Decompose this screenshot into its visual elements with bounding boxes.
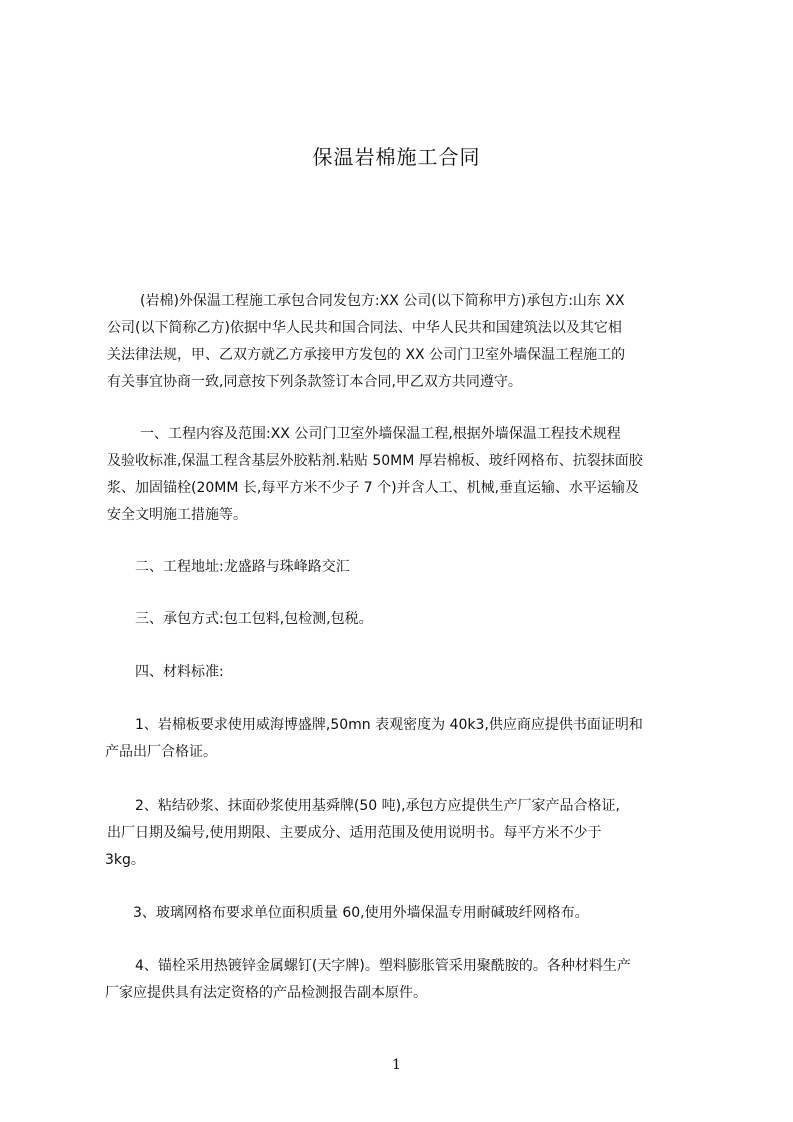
scope-line-2: 及验收标准,保温工程含基层外胶粘剂.粘贴 50MM 厚岩棉板、玻纤网格布、抗裂抹面胶 bbox=[107, 453, 643, 469]
scope-line-4: 安全文明施工措施等。 bbox=[107, 507, 247, 523]
scope-line-1: 一、工程内容及范围:XX 公司门卫室外墙保温工程,根据外墙保温工程技术规程 bbox=[140, 426, 621, 442]
intro-line-4: 有关事宜协商一致,同意按下列条款签订本合同,甲乙双方共同遵守。 bbox=[107, 374, 522, 390]
item1-line-2: 产品出厂合格证。 bbox=[105, 744, 217, 760]
section-material-standards: 四、材料标准: bbox=[135, 664, 224, 680]
intro-line-2: 公司(以下简称乙方)依据中华人民共和国合同法、中华人民共和国建筑法以及其它相 bbox=[107, 320, 622, 336]
item4-line-2: 厂家应提供具有法定资格的产品检测报告副本原件。 bbox=[105, 985, 427, 1001]
section-address: 二、工程地址:龙盛路与珠峰路交汇 bbox=[135, 559, 350, 575]
section-contract-mode: 三、承包方式:包工包料,包检测,包税。 bbox=[135, 611, 373, 627]
page-number: 1 bbox=[392, 1057, 401, 1073]
item4-line-1: 4、锚栓采用热镀锌金属螺钉(天字牌)。塑料膨胀管采用聚酰胺的。各种材料生产 bbox=[135, 958, 631, 974]
item2-line-3: 3kg。 bbox=[105, 852, 145, 868]
material-item-3: 3、玻璃网格布要求单位面积质量 60,使用外墙保温专用耐碱玻纤网格布。 bbox=[133, 905, 589, 921]
intro-line-1: (岩棉)外保温工程施工承包合同发包方:XX 公司(以下简称甲方)承包方:山东 XX bbox=[140, 293, 625, 309]
item2-line-2: 出厂日期及编号,使用期限、主要成分、适用范围及使用说明书。每平方米不少于 bbox=[107, 825, 602, 841]
item1-line-1: 1、岩棉板要求使用威海博盛牌,50mn 表观密度为 40k3,供应商应提供书面证明和 bbox=[135, 717, 643, 733]
scope-line-3: 浆、加固锚栓(20MM 长,每平方米不少子 7 个)并含人工、机械,垂直运输、水平运输及 bbox=[107, 480, 640, 496]
document-title: 保温岩棉施工合同 bbox=[312, 145, 481, 169]
intro-line-3: 关法律法规，甲、乙双方就乙方承接甲方发包的 XX 公司门卫室外墙保温工程施工的 bbox=[107, 347, 626, 363]
item2-line-1: 2、粘结砂浆、抹面砂浆使用基舜牌(50 吨),承包方应提供生产厂家产品合格证, bbox=[135, 798, 620, 814]
